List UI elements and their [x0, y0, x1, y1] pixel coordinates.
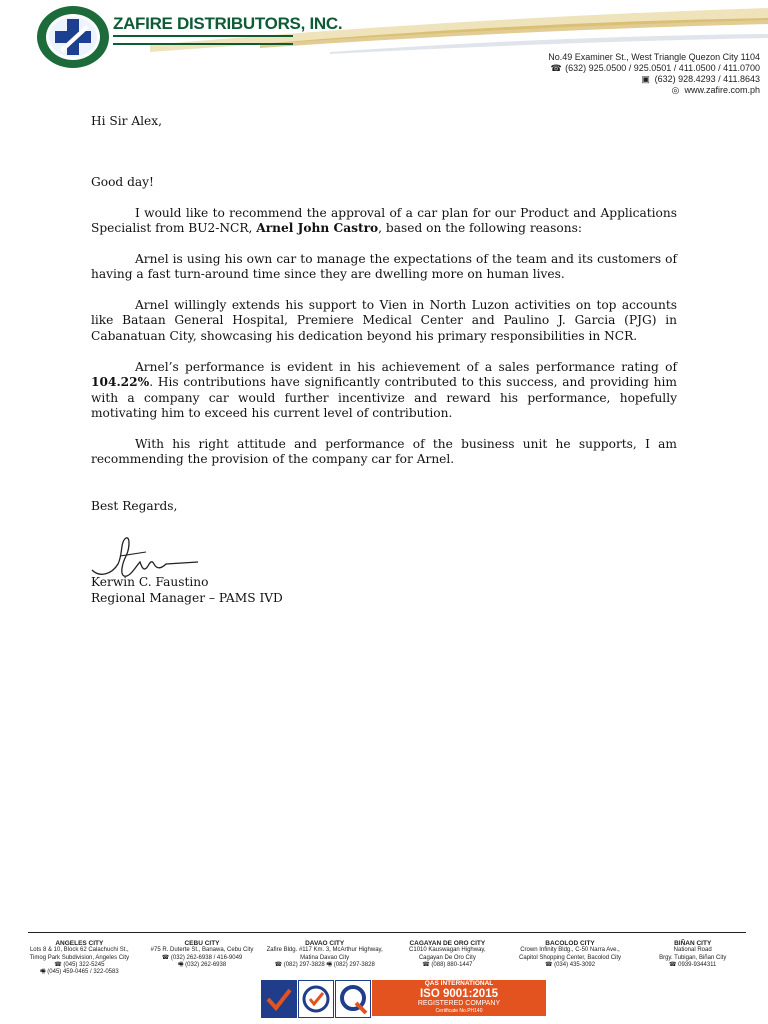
cert-number: Certificate No.PH140	[435, 1008, 483, 1014]
paragraph-2: Arnel is using his own car to manage the expectations of the team and its customers of having a fast turn-around time since they are dwelling more on human lives.	[91, 252, 677, 282]
branch-line: Lots 8 & 10, Block 62 Calachuchi St.,	[29, 947, 129, 954]
letter-greeting: Good day!	[91, 175, 154, 189]
iso-badge	[372, 980, 546, 1016]
paragraph-4-text-a: Arnel’s performance is evident in his achievement of a sales performance rating of	[135, 360, 677, 374]
phone-line	[548, 63, 760, 74]
branch-line: Crown Infinity Bldg., C-50 Narra Ave.,	[520, 947, 620, 954]
fax-numbers: (632) 928.4293 / 411.8643	[654, 74, 760, 84]
branch-name: ANGELES CITY	[55, 940, 104, 947]
paragraph-1-text-b: , based on the following reasons:	[378, 221, 582, 236]
quality-wreath-logo	[298, 980, 334, 1018]
branch-line: National Road	[673, 947, 712, 954]
phone-icon: ☎	[550, 63, 562, 73]
paragraph-4	[91, 360, 677, 421]
globe-icon: ◎	[671, 85, 680, 95]
iso-check-logo	[261, 980, 297, 1018]
branch-line: ☎ (082) 297-3828 🖷 (082) 297-3828	[274, 961, 375, 968]
sales-rating: 104.22%	[91, 375, 150, 390]
branch-angeles	[18, 940, 141, 976]
website-line	[548, 85, 760, 96]
branch-line: 🖷 (045) 459-0465 / 322-0583	[39, 969, 119, 976]
paragraph-5: With his right attitude and performance of the business unit he supports, I am recommending the provision of the company car for Arnel.	[91, 437, 677, 467]
branch-line: ☎ 0939-9344311	[668, 961, 717, 968]
branch-bacolod	[509, 940, 632, 976]
branch-line: 🖷 (032) 262-6938	[177, 961, 227, 968]
branch-line: #75 R. Duterte St., Banawa, Cebu City	[150, 947, 254, 954]
branch-line: Timog Park Subdivision, Angeles City	[29, 954, 130, 961]
cert-issuer: QAS INTERNATIONAL	[424, 980, 494, 987]
paragraph-1	[91, 206, 677, 237]
fax-icon: ▣	[641, 74, 650, 84]
branch-line: Capitol Shopping Center, Bacolod City	[518, 954, 622, 961]
branch-line: Cagayan De Oro City	[418, 954, 476, 961]
branch-name: DAVAO CITY	[305, 940, 345, 947]
paragraph-1-text-a: I would like to recommend the approval of a car plan for our Product and Applications Specialist from BU2-NCR,	[91, 206, 677, 236]
branch-cagayan	[386, 940, 509, 976]
paragraph-3: Arnel willingly extends his support to Vien in North Luzon activities on top accounts like Bataan General Hospital, Premiere Medical Center and Paulino J. Garcia (PJG) in Cabanatuan City, showcasing his dedication beyond his primary responsibilities in NCR.	[91, 298, 677, 343]
contact-block	[548, 52, 760, 96]
nominee-name: Arnel John Castro	[256, 221, 379, 236]
company-logo	[36, 5, 110, 69]
branch-cebu	[141, 940, 264, 976]
branch-list	[18, 940, 754, 976]
q-mark-logo	[335, 980, 371, 1018]
letter-salutation: Hi Sir Alex,	[91, 114, 163, 128]
branch-line: ☎ (032) 262-6938 / 416-9049	[161, 954, 243, 961]
paragraph-4-text-b: . His contributions have significantly contributed to this success, and providing him with a company car would further incentivize and reward his performance, hopefully motivating him to exceed his current level of contribution.	[91, 375, 677, 420]
branch-line: ☎ (088) 880-1447	[422, 961, 473, 968]
branch-name: CEBU CITY	[184, 940, 220, 947]
cert-status: REGISTERED COMPANY	[417, 1000, 501, 1007]
branch-line: ☎ (034) 435-3092	[544, 961, 596, 968]
branch-line: ☎ (045) 322-5245	[54, 961, 105, 968]
fax-line	[548, 74, 760, 85]
letter-closing: Best Regards,	[91, 499, 178, 513]
branch-line: Matina Davao City	[300, 954, 350, 961]
cert-standard: ISO 9001:2015	[419, 988, 498, 1000]
company-name-underline	[113, 35, 293, 45]
company-name: ZAFIRE DISTRIBUTORS, INC.	[113, 14, 343, 33]
branch-name: BIÑAN CITY	[674, 940, 712, 947]
branch-binan	[631, 940, 754, 976]
branch-name: CAGAYAN DE ORO CITY	[409, 940, 486, 947]
branch-davao	[263, 940, 386, 976]
signer-title: Regional Manager – PAMS IVD	[91, 591, 283, 605]
phone-numbers: (632) 925.0500 / 925.0501 / 411.0500 / 411.0700	[565, 63, 760, 73]
website[interactable]: www.zafire.com.ph	[684, 85, 760, 95]
address: No.49 Examiner St., West Triangle Quezon City 1104	[548, 52, 760, 62]
signature	[90, 534, 200, 580]
branch-line: Zafire Bldg. #117 Km. 3, McArthur Highway,	[266, 947, 383, 954]
branch-line: Brgy. Tubigan, Biñan City	[659, 954, 727, 961]
certification-strip	[261, 980, 546, 1018]
branch-line: C1010 Kauswagan Highway,	[409, 947, 486, 954]
footer-divider	[28, 932, 746, 933]
branch-name: BACOLOD CITY	[545, 940, 595, 947]
signer-name: Kerwin C. Faustino	[91, 575, 209, 589]
